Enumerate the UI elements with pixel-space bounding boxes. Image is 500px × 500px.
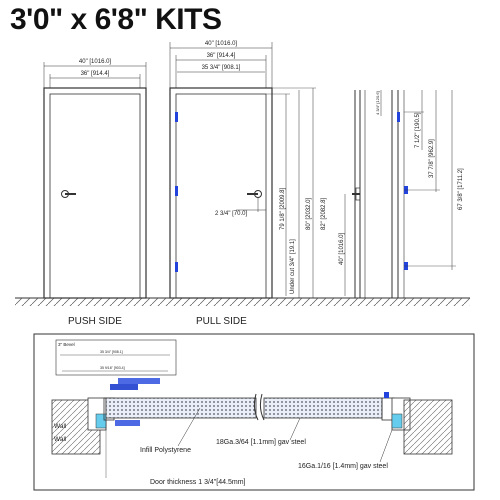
page-title: 3'0" x 6'8" KITS [10, 3, 222, 36]
hinge-icon [397, 112, 400, 122]
pull-slab-width: 35 3/4" [908.1] [201, 65, 241, 71]
push-lever-handle [62, 191, 77, 198]
door-slab [106, 394, 382, 420]
bevel-label: 3" Bevel [58, 342, 75, 347]
overall-height-dim: 82" [2082.8] [321, 197, 327, 230]
elevation-views [15, 41, 470, 327]
dim-7-1-2: 7 1/2" [190.5] [415, 112, 421, 148]
hinge-offset-dim: 2 3/4" [70.0] [215, 211, 248, 217]
side-lever-handle [352, 188, 360, 200]
push-side-door [44, 59, 146, 298]
push-overall-width: 40" [1016.0] [78, 59, 112, 65]
dim-37-7-8: 37 7/8" [962.9] [429, 139, 435, 178]
hinge-icon [384, 392, 389, 398]
pull-overall-width: 40" [1016.0] [204, 41, 238, 47]
push-frame-inner [50, 94, 140, 298]
frame-gauge-label: 16Ga.1/16 [1.4mm] gav steel [298, 463, 388, 470]
door-height-dim: 79 1/8" [2009.8] [280, 187, 286, 230]
hinge-icon [175, 112, 178, 122]
pull-side-label: PULL SIDE [196, 316, 247, 327]
hinge-icon [175, 186, 178, 196]
wall-label-1: Wall [54, 423, 67, 430]
push-door-width: 36" [914.4] [80, 71, 110, 77]
infill-label: Infill Polystyrene [140, 447, 191, 454]
push-side-label: PUSH SIDE [68, 316, 122, 327]
skin-gauge-label: 18Ga.3/64 [1.1mm] gav steel [216, 439, 306, 446]
dim-67-3-8: 67 3/8" [1711.2] [458, 168, 464, 210]
frame-height-dim: 80" [2032.0] [306, 197, 312, 230]
cross-section-detail [34, 334, 474, 490]
door-thickness-label: Door thickness 1 3/4"[44.5mm] [150, 479, 246, 486]
lever-height-dim: 40" [1016.0] [339, 232, 345, 265]
undercut-dim: Under cut 3/4" [19.1] [290, 239, 296, 294]
right-wall [382, 392, 452, 454]
floor-hatch [15, 298, 470, 306]
pull-door-width: 36" [914.4] [206, 53, 236, 59]
side-profile-view [339, 90, 464, 298]
wall-label-2: Wall [54, 436, 67, 443]
pull-side-door [170, 41, 327, 298]
pull-lever-handle [236, 191, 266, 213]
section-tiny-dim-1: 35 3/4" [908.1] [100, 350, 123, 354]
small-top-dim: 4 3/4" [120.6] [375, 91, 380, 115]
section-tiny-dim-2: 35 9/16" [903.4] [100, 366, 125, 370]
push-frame-outer [44, 88, 146, 298]
hinge-icon [175, 262, 178, 272]
pull-frame-inner [176, 94, 266, 298]
